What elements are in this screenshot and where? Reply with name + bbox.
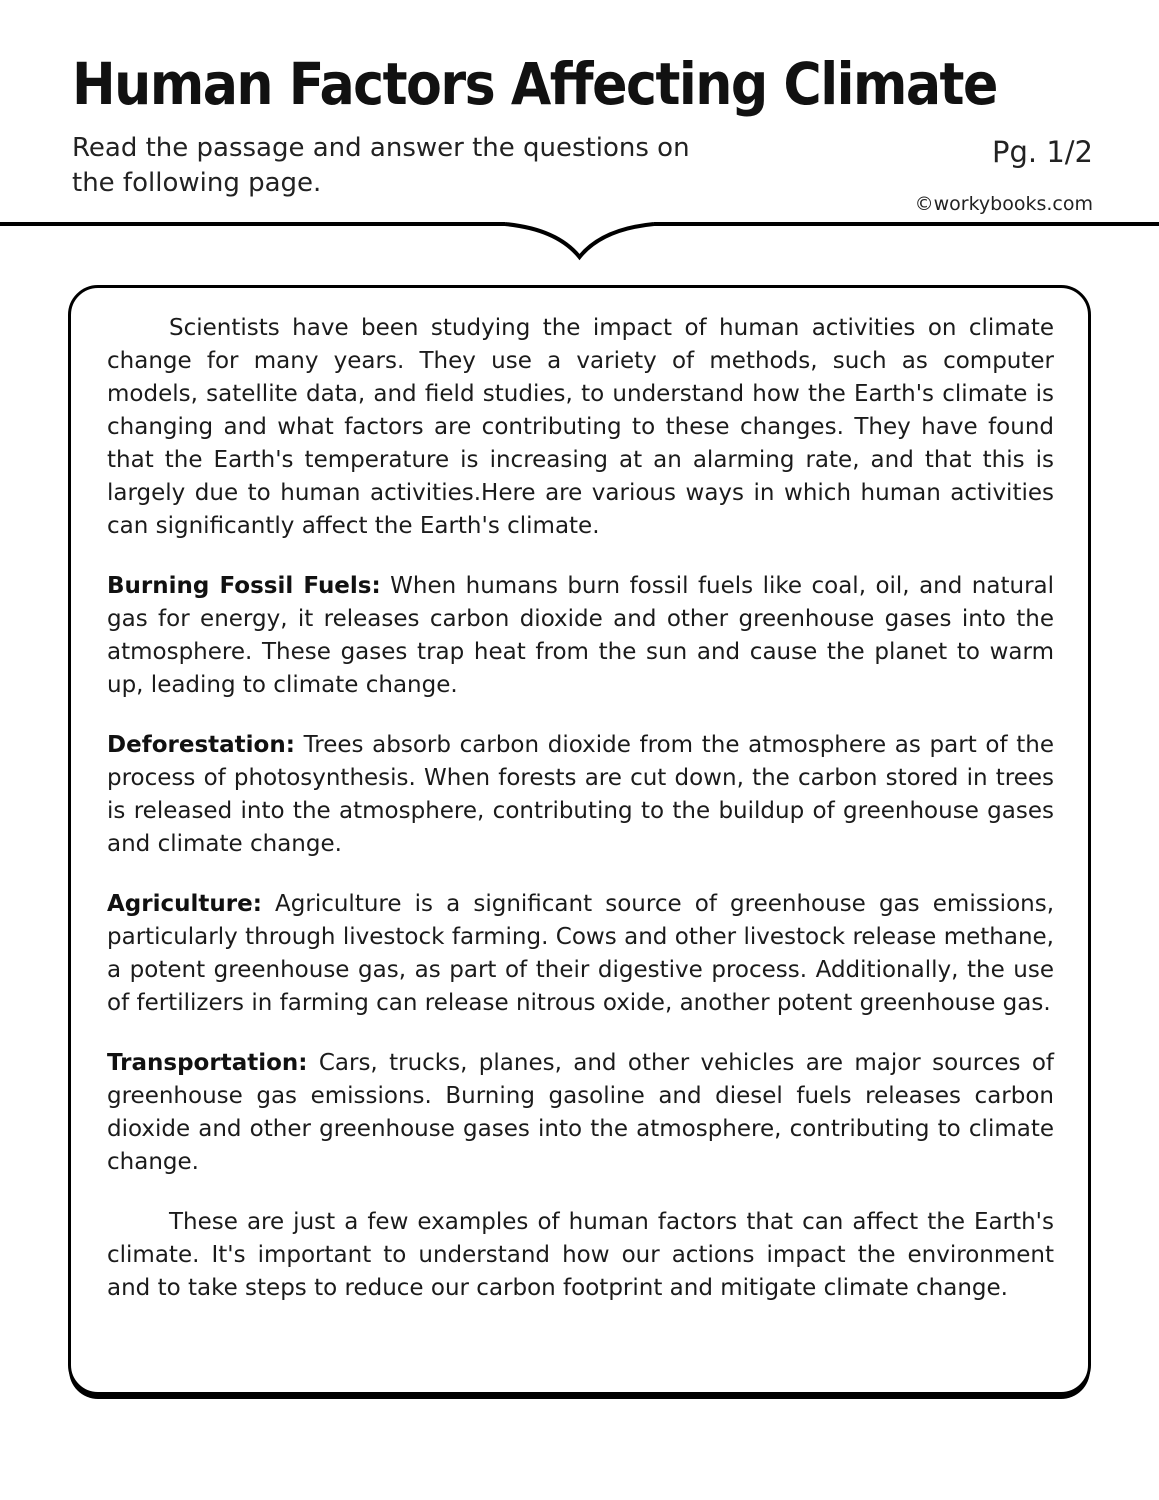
section-heading: Burning Fossil Fuels:: [107, 572, 381, 599]
copyright-text: ©workybooks.com: [914, 192, 1093, 215]
divider-chevron-icon: [0, 221, 1159, 267]
passage-conclusion-paragraph: These are just a few examples of human factors that can affect the Earth's climate. It's important to understand how our actions impact the environment and to take steps to reduce our carbon footprint and mitigate climate change.: [107, 1208, 1054, 1301]
page-indicator: Pg. 1/2: [991, 134, 1093, 169]
passage-section-transportation: [107, 1047, 1054, 1179]
section-divider: [0, 221, 1159, 267]
header-right-column: [915, 131, 1095, 215]
section-heading: Deforestation:: [107, 731, 295, 758]
passage-box: [68, 285, 1091, 1395]
instructions-text: Read the passage and answer the questions on the following page.: [72, 132, 690, 198]
passage-section-agriculture: [107, 888, 1054, 1020]
section-heading: Transportation:: [107, 1049, 308, 1076]
section-body: When humans burn fossil fuels like coal, oil, and natural gas for energy, it releases carbon dioxide and other greenhouse gases into the atmosphere. These gases trap heat from the sun and cause the planet to warm up, leading to climate change.: [107, 572, 1055, 698]
section-body: Agriculture is a significant source of greenhouse gas emissions, particularly through livestock farming. Cows and other livestock release methane, a potent greenhouse gas, as part of their digestive process. Additionally, the use of fertilizers in farming can release nitrous oxide, another potent greenhouse gas.: [107, 890, 1055, 1016]
section-heading: Agriculture:: [107, 890, 262, 917]
page-header: [0, 0, 1159, 215]
passage-section-deforestation: [107, 729, 1054, 861]
passage-section-burning-fossil-fuels: [107, 570, 1054, 702]
section-body: Trees absorb carbon dioxide from the atmosphere as part of the process of photosynthesis. When forests are cut down, the carbon stored in trees is released into the atmosphere, contributing to the buildup of greenhouse gases and climate change.: [107, 731, 1054, 857]
page-title: Human Factors Affecting Climate: [72, 50, 997, 118]
passage-intro-paragraph: Scientists have been studying the impact of human activities on climate change for many years. They use a variety of methods, such as computer models, satellite data, and field studies, to understand how the Earth's climate is changing and what factors are contributing to these changes. They have found that the Earth's temperature is increasing at an alarming rate, and that this is largely due to human activities.Here are various ways in which human activities can significantly affect the Earth's climate.: [107, 314, 1054, 539]
section-body: Cars, trucks, planes, and other vehicles are major sources of greenhouse gas emissions. Burning gasoline and diesel fuels releases carbon dioxide and other greenhouse gases into the atmosphere, contributing to climate change.: [107, 1049, 1054, 1175]
header-subrow: [72, 131, 1095, 215]
